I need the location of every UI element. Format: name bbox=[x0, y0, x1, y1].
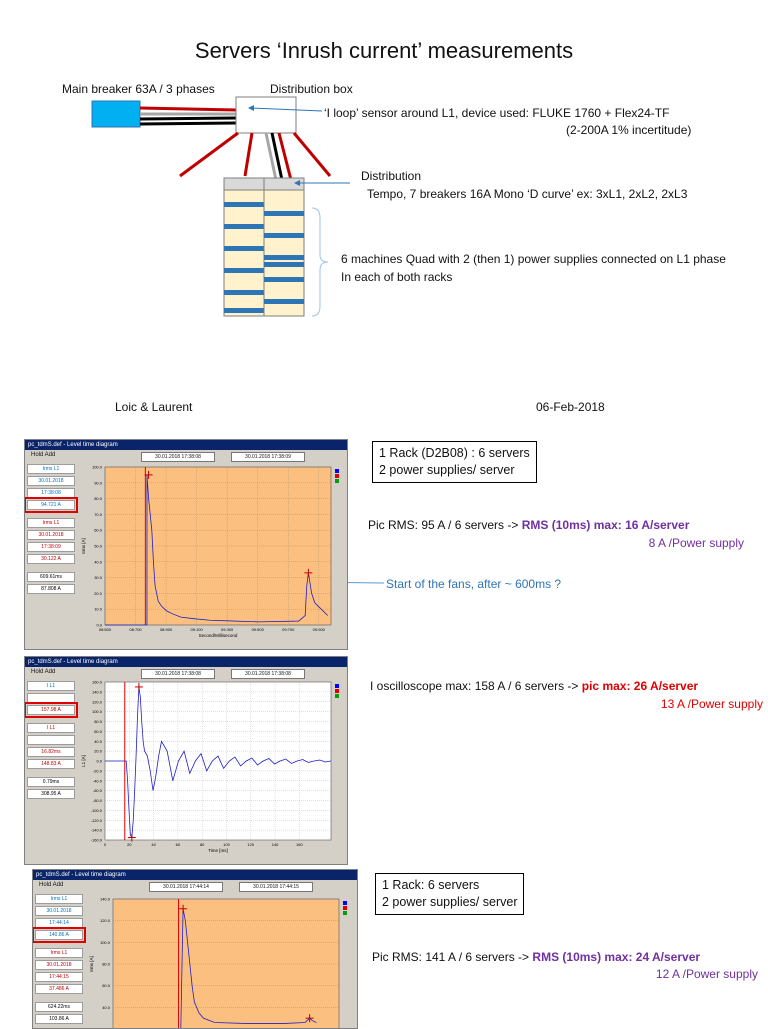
y-tick-label: 30.0 bbox=[94, 575, 102, 581]
x-tick-label: 09:100 bbox=[190, 627, 203, 632]
result-1-per-supply: 8 A /Power supply bbox=[648, 536, 744, 550]
legend-swatch bbox=[335, 469, 339, 473]
y-tick-label: 50.0 bbox=[94, 543, 102, 549]
y-tick-label: 120.0 bbox=[91, 699, 102, 705]
panel-field-highlight: 157.98 A bbox=[27, 705, 75, 715]
y-tick-label: -100.0 bbox=[90, 807, 102, 813]
legend-swatch bbox=[335, 694, 339, 698]
legend-swatch bbox=[343, 911, 347, 915]
y-tick-label: 0.0 bbox=[96, 758, 102, 764]
x-tick-label: 80 bbox=[199, 842, 205, 847]
x-axis-label: Time [ms] bbox=[208, 848, 228, 853]
y-tick-label: 40.0 bbox=[94, 559, 102, 565]
y-tick-label: 120.0 bbox=[99, 918, 110, 924]
screenshot-2-time-from[interactable]: 30.01.2018 17:38:08 bbox=[141, 669, 215, 679]
y-tick-label: 0.0 bbox=[96, 622, 102, 628]
rack1-info-line1: 1 Rack (D2B08) : 6 servers bbox=[379, 446, 530, 460]
y-tick-label: 80.0 bbox=[94, 719, 102, 724]
fans-annotation: Start of the fans, after ~ 600ms ? bbox=[386, 577, 562, 591]
main-breaker-label: Main breaker 63A / 3 phases bbox=[62, 82, 215, 96]
rack1-info-box bbox=[372, 441, 537, 483]
y-tick-label: 100.0 bbox=[91, 464, 102, 470]
panel-field: 17:38:08 bbox=[27, 488, 75, 498]
panel-field: 609.61ms bbox=[27, 572, 75, 582]
panel-field: Irms L1 bbox=[35, 948, 83, 958]
panel-field: I L1 bbox=[27, 681, 75, 691]
screenshot-3-time-to[interactable]: 30.01.2018 17:44:15 bbox=[239, 882, 313, 892]
machines-line2: In each of both racks bbox=[341, 270, 453, 284]
screenshot-2-menu[interactable]: Hold Add bbox=[31, 669, 56, 675]
rack1-info-line2: 2 power supplies/ server bbox=[379, 463, 515, 477]
y-tick-label: 160.0 bbox=[91, 679, 102, 685]
distribution-box bbox=[236, 97, 296, 133]
rack3-info-line1: 1 Rack: 6 servers bbox=[382, 878, 480, 892]
legend-swatch bbox=[335, 684, 339, 688]
legend-swatch bbox=[335, 479, 339, 483]
result-3-bold: RMS (10ms) max: 24 A/server bbox=[532, 950, 701, 964]
x-tick-label: 09:500 bbox=[251, 627, 264, 632]
y-tick-label: 80.0 bbox=[102, 961, 110, 967]
y-tick-label: 40.0 bbox=[102, 1004, 110, 1010]
screenshot-1-title: pc_tdmS.def - Level time diagram bbox=[25, 440, 347, 450]
x-tick-label: 140 bbox=[271, 842, 279, 847]
wiring-diagram bbox=[0, 0, 768, 330]
legend-swatch bbox=[343, 906, 347, 910]
authors: Loic & Laurent bbox=[115, 400, 193, 414]
result-2-per-supply: 13 A /Power supply bbox=[660, 697, 763, 711]
y-tick-label: 70.0 bbox=[94, 511, 102, 517]
result-3 bbox=[372, 950, 700, 964]
y-tick-label: -20.0 bbox=[92, 768, 102, 774]
panel-field: 624.22ms bbox=[35, 1002, 83, 1012]
y-tick-label: 80.0 bbox=[94, 496, 102, 502]
legend-swatch bbox=[343, 901, 347, 905]
rack-left bbox=[224, 190, 264, 316]
screenshot-3-time-from[interactable]: 30.01.2018 17:44:14 bbox=[149, 882, 223, 892]
distribution-title: Distribution bbox=[361, 169, 422, 183]
machines-line1: 6 machines Quad with 2 (then 1) power supplies connected on L1 phase bbox=[341, 252, 726, 266]
y-tick-label: 40.0 bbox=[94, 738, 102, 744]
rack-right bbox=[264, 190, 304, 316]
screenshot-2-panel bbox=[27, 681, 75, 801]
panel-field: Irms L1 bbox=[35, 894, 83, 904]
panel-field: 16.82ms bbox=[27, 747, 75, 757]
panel-field: I L1 bbox=[27, 723, 75, 733]
y-tick-label: -80.0 bbox=[92, 798, 102, 803]
legend-swatch bbox=[335, 474, 339, 478]
date: 06-Feb-2018 bbox=[536, 400, 605, 414]
screenshot-2-time-to[interactable]: 30.01.2018 17:38:08 bbox=[231, 669, 305, 679]
screenshot-1-plot bbox=[79, 464, 345, 647]
panel-field: 30.01.2018 bbox=[35, 960, 83, 970]
y-tick-label: 100.0 bbox=[91, 709, 102, 715]
panel-field-highlight: 94.721 A bbox=[27, 500, 75, 510]
screenshot-1-time-from[interactable]: 30.01.2018 17:38:08 bbox=[141, 452, 215, 462]
panel-field: Irms L1 bbox=[27, 518, 75, 528]
y-tick-label: -140.0 bbox=[90, 827, 102, 833]
panel-field: 103.86 A bbox=[35, 1014, 83, 1024]
screenshot-3-menu[interactable]: Hold Add bbox=[39, 882, 64, 888]
y-tick-label: 20.0 bbox=[94, 590, 102, 596]
screenshot-1-time-to[interactable]: 30.01.2018 17:38:09 bbox=[231, 452, 305, 462]
page-title: Servers ‘Inrush current’ measurements bbox=[194, 38, 574, 63]
y-tick-label: 140.0 bbox=[91, 689, 102, 695]
x-tick-label: 08:900 bbox=[159, 627, 173, 632]
panel-field: 37.486 A bbox=[35, 984, 83, 994]
result-2 bbox=[370, 679, 698, 693]
panel-field: 17:38:09 bbox=[27, 542, 75, 552]
y-axis-label: Irms [A] bbox=[89, 956, 94, 972]
panel-field bbox=[27, 735, 75, 745]
result-2-prefix: I oscilloscope max: 158 A / 6 servers -> bbox=[370, 679, 582, 693]
result-2-bold: pic max: 26 A/server bbox=[581, 679, 699, 693]
rack3-info-line2: 2 power supplies/ server bbox=[382, 895, 518, 909]
screenshot-1-menu[interactable]: Hold Add bbox=[31, 452, 56, 458]
panel-field: 30.01.2018 bbox=[27, 476, 75, 486]
screenshot-2-title: pc_tdmS.def - Level time diagram bbox=[25, 657, 347, 667]
panel-field: 308.95 A bbox=[27, 789, 75, 799]
screenshot-2-plot bbox=[79, 679, 345, 862]
panel-field: 17:44:15 bbox=[35, 972, 83, 982]
y-tick-label: 60.0 bbox=[94, 527, 102, 533]
y-tick-label: -60.0 bbox=[92, 788, 102, 794]
screenshot-2 bbox=[24, 656, 348, 865]
x-tick-label: 08:700 bbox=[129, 627, 142, 632]
sensor-note: ‘I loop’ sensor around L1, device used: FLUKE 1760 + Flex24-TF bbox=[324, 106, 670, 120]
y-tick-label: -120.0 bbox=[90, 817, 102, 823]
x-tick-label: 0 bbox=[103, 842, 107, 847]
screenshot-3 bbox=[32, 869, 358, 1029]
y-tick-label: 100.0 bbox=[99, 939, 110, 945]
screenshot-3-title: pc_tdmS.def - Level time diagram bbox=[33, 870, 357, 880]
result-3-prefix: Pic RMS: 141 A / 6 servers -> bbox=[372, 950, 533, 964]
legend-swatch bbox=[335, 689, 339, 693]
y-tick-label: -160.0 bbox=[90, 837, 102, 843]
x-axis-label: Second/Millisecond bbox=[198, 633, 238, 638]
panel-field bbox=[27, 693, 75, 703]
y-axis-label: L1 [A] bbox=[81, 755, 86, 767]
y-axis-label: Irms [A] bbox=[81, 538, 86, 554]
screenshot-1 bbox=[24, 439, 348, 650]
x-tick-label: 100 bbox=[223, 842, 230, 847]
panel-field: 148.83 A bbox=[27, 759, 75, 769]
panel-field: 17:44:14 bbox=[35, 918, 83, 928]
distribution-box-label: Distribution box bbox=[270, 82, 353, 96]
x-tick-label: 60 bbox=[175, 842, 181, 847]
x-tick-label: 09:900 bbox=[312, 627, 325, 632]
y-tick-label: -40.0 bbox=[92, 778, 102, 784]
panel-field: Irms L1 bbox=[27, 464, 75, 474]
rack3-info-box bbox=[375, 873, 524, 915]
y-tick-label: 10.0 bbox=[94, 606, 102, 612]
x-tick-label: 09:300 bbox=[221, 627, 234, 632]
screenshot-3-plot bbox=[87, 894, 355, 1029]
panel-field: 30.01.2018 bbox=[27, 530, 75, 540]
screenshot-1-panel bbox=[27, 464, 75, 596]
sensor-range: (2-200A 1% incertitude) bbox=[566, 123, 692, 137]
panel-field-highlight: 140.86 A bbox=[35, 930, 83, 940]
result-1-bold: RMS (10ms) max: 16 A/server bbox=[521, 518, 690, 532]
main-breaker bbox=[92, 101, 140, 127]
result-1-prefix: Pic RMS: 95 A / 6 servers -> bbox=[368, 518, 522, 532]
x-tick-label: 08:500 bbox=[98, 627, 112, 632]
result-1 bbox=[368, 518, 689, 532]
x-tick-label: 40 bbox=[151, 842, 156, 847]
y-tick-label: 60.0 bbox=[102, 983, 110, 989]
x-tick-label: 09:700 bbox=[282, 627, 295, 632]
screenshot-3-panel bbox=[35, 894, 83, 1026]
panel-field: 0.79ms bbox=[27, 777, 75, 787]
result-3-per-supply: 12 A /Power supply bbox=[655, 967, 758, 981]
panel-field: 87.808 A bbox=[27, 584, 75, 594]
y-tick-label: 60.0 bbox=[94, 728, 102, 734]
y-tick-label: 140.0 bbox=[99, 896, 110, 902]
distribution-detail: Tempo, 7 breakers 16A Mono ‘D curve’ ex: 3xL1, 2xL2, 2xL3 bbox=[367, 187, 688, 201]
x-tick-label: 20 bbox=[127, 842, 132, 847]
panel-field: 30.01.2018 bbox=[35, 906, 83, 916]
y-tick-label: 20.0 bbox=[94, 748, 102, 754]
x-tick-label: 160 bbox=[296, 842, 303, 847]
panel-field: 30.122 A bbox=[27, 554, 75, 564]
x-tick-label: 120 bbox=[247, 842, 255, 847]
y-tick-label: 90.0 bbox=[94, 480, 102, 486]
